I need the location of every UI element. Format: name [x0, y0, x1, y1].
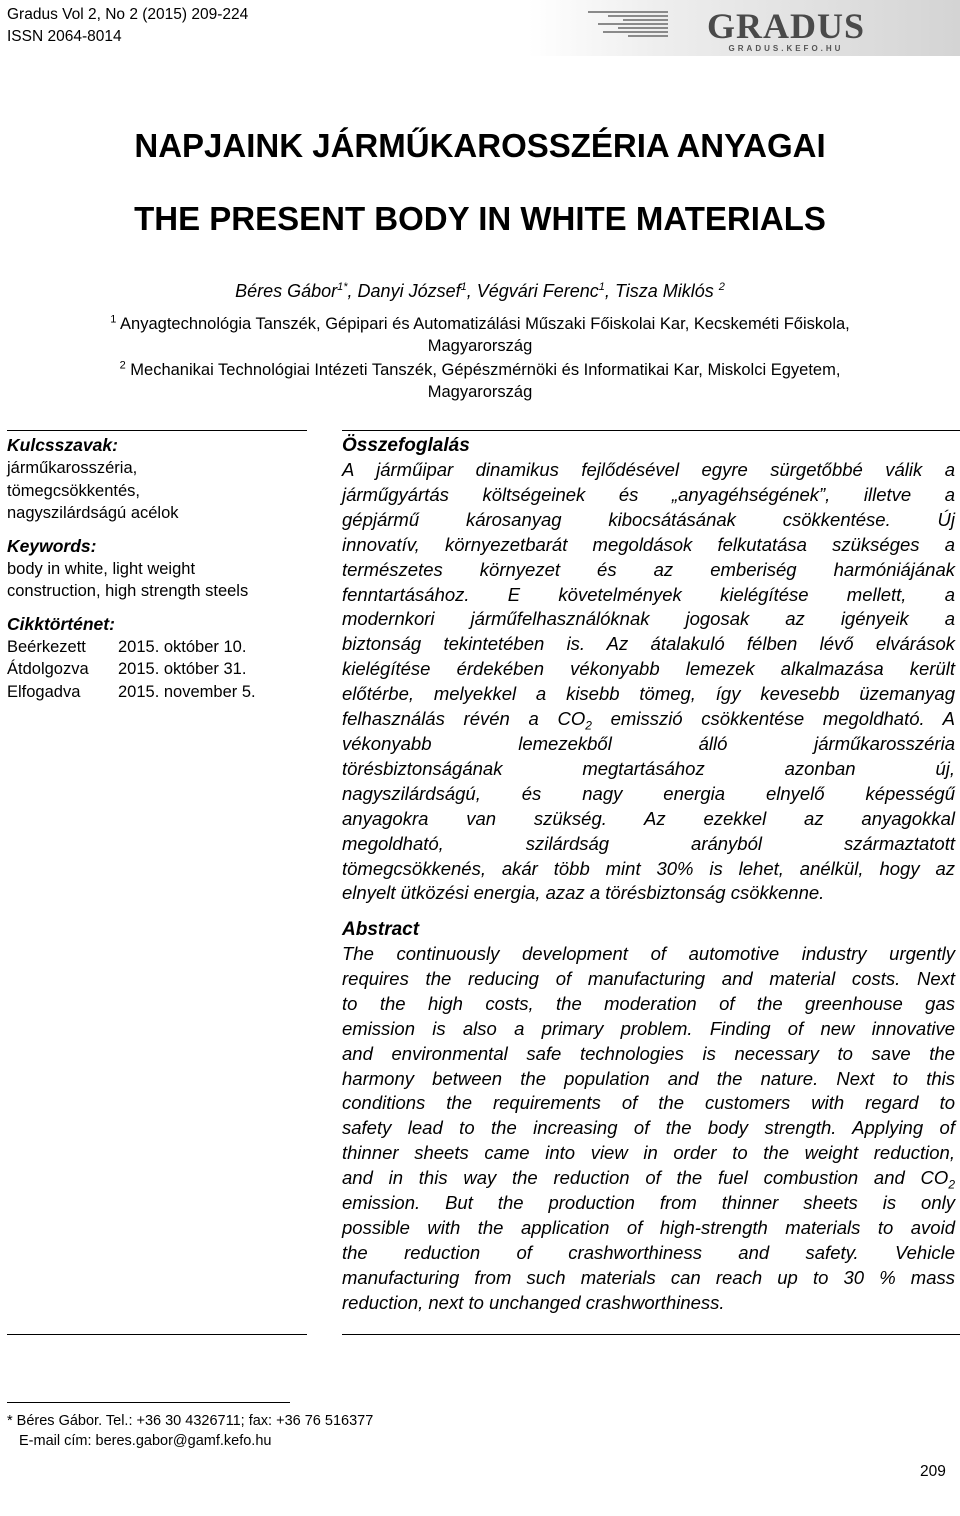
- text-line: kielégítése érdekében vékonyabb lemezek alkalmazása került: [342, 658, 955, 680]
- title-hungarian: NAPJAINK JÁRMŰKAROSSZÉRIA ANYAGAI: [134, 127, 826, 164]
- keyword-hu: járműkarosszéria,: [7, 459, 138, 477]
- main-top-rule: [342, 430, 960, 431]
- page-header: [0, 0, 960, 58]
- affiliation-2-line2: Magyarország: [427, 383, 533, 401]
- text-line: and in this way the reduction of the fuel combustion and $CO_2$: [342, 1167, 955, 1192]
- sidebar-bottom-rule: [7, 1334, 307, 1335]
- text-line: possible with the application of high-strength materials to avoid: [342, 1216, 955, 1238]
- keyword-hu: nagyszilárdságú acélok: [7, 504, 179, 522]
- keyword-en: body in white, light weight: [7, 559, 196, 578]
- gradus-logo: [528, 0, 960, 56]
- title-english: THE PRESENT BODY IN WHITE MATERIALS: [134, 200, 826, 237]
- affiliation-2-line1: $^2$ Mechanikai Technológiai Intézeti Tanszék, Gépészmérnöki és Informatikai Kar, Miskolci Egyetem,: [119, 359, 841, 379]
- author: Danyi József$^1$,: [357, 281, 477, 301]
- text-line: előtérbe, melyekkel a kisebb tömeg, így kevesebb üzemanyag: [342, 683, 955, 705]
- text-line: anyagokra van szükség. Az ezekkel az anyagokkal: [342, 807, 955, 829]
- history-accepted: Elfogadva 2015. november 5.: [7, 682, 256, 701]
- journal-volume: Gradus Vol 2, No 2 (2015) 209-224: [7, 6, 249, 23]
- history-received: Beérkezett 2015. október 10.: [7, 637, 247, 656]
- footnote-email: E-mail cím: beres.gabor@gamf.kefo.hu: [19, 1433, 272, 1449]
- text-line: conditions the requirements of the customers with regard to: [342, 1092, 955, 1114]
- abstract-text: [342, 942, 955, 1316]
- text-line: manufacturing from such materials can reach up to 30 % mass: [342, 1266, 955, 1288]
- text-line: and environmental safe technologies is necessary to save the: [342, 1042, 955, 1064]
- text-line: megoldható, szilárdság arányból származtatott: [342, 832, 955, 854]
- text-line: to the high costs, the moderation of the greenhouse gas: [342, 992, 955, 1014]
- article-info-sidebar: [7, 433, 307, 703]
- footnote-contact: * Béres Gábor. Tel.: +36 30 4326711; fax: +36 76 516377: [7, 1413, 374, 1429]
- history-revised: Átdolgozva 2015. október 31.: [7, 660, 247, 678]
- text-line: természetes környezet és az emberiség harmóniájának: [342, 558, 955, 580]
- journal-info: [7, 4, 248, 48]
- text-line: A járműipar dinamikus fejlődésével egyre sürgetőbbé válik a: [342, 459, 955, 480]
- text-line: emission is also a primary problem. Finding of new innovative: [342, 1017, 955, 1039]
- affiliation-1: [0, 313, 960, 357]
- text-line: törésbiztonságának megtartásához azonban új,: [342, 757, 955, 779]
- author: Tisza Miklós $^2$: [614, 281, 725, 301]
- abstract-section: [342, 917, 955, 1316]
- text-line: járműgyártás költségeinek és „anyagéhségének”, illetve a: [342, 483, 955, 505]
- text-line: modernkori járműfelhasználóknak jogosak az igényeik a: [342, 608, 955, 630]
- text-line: gépjármű károsanyag kibocsátásának csökkentése. Új: [342, 508, 955, 530]
- page-number: 209: [920, 1463, 946, 1480]
- text-line: tömegcsökkenés, akár több mint 30% is lehet, anélkül, hogy az: [342, 857, 955, 879]
- affiliation-2: [0, 359, 960, 403]
- affiliation-1-line2: Magyarország: [427, 337, 533, 355]
- text-line: elnyelt ütközési energia, azaz a törésbiztonság csökkenne.: [342, 882, 825, 904]
- text-line: biztonság tekintetében is. Az átalakuló félben lévő elvárások: [342, 633, 955, 655]
- osszefoglalas-section: [342, 433, 955, 906]
- keywords-heading: Keywords:: [7, 535, 97, 556]
- text-line: requires the reducing of manufacturing and material costs. Next: [342, 967, 955, 989]
- text-line: emission. But the production from thinner sheets is only: [342, 1192, 955, 1214]
- text-line: fenntartásához. E követelmények kielégítése mellett, a: [342, 583, 955, 605]
- logo-wordmark: GRADUS: [706, 6, 866, 46]
- history-heading: Cikktörténet:: [7, 613, 115, 634]
- osszefoglalas-text: [342, 458, 955, 906]
- text-line: nagyszilárdságú, és nagy energia elnyelő képességű: [342, 782, 955, 804]
- text-line: harmony between the population and the nature. Next to this: [342, 1067, 955, 1089]
- text-line: thinner sheets came into view in order to the weight reduction,: [342, 1142, 955, 1164]
- kulcsszavak-heading: Kulcsszavak:: [7, 435, 118, 455]
- footnote-rule: [7, 1402, 290, 1403]
- text-line: safety lead to the increasing of the body strength. Applying of: [342, 1117, 955, 1139]
- corresponding-author-footnote: [7, 1411, 373, 1451]
- text-line: felhasználás révén a $CO_2$ emisszió csökkentése megoldható. A: [342, 708, 955, 733]
- gradus-logo-graphic: [528, 0, 960, 56]
- text-line: innovatív, környezetbarát megoldások felkutatása szükséges a: [342, 533, 955, 555]
- keyword-hu: tömegcsökkentés,: [7, 481, 140, 500]
- main-bottom-rule: [342, 1334, 960, 1335]
- author: Végvári Ferenc$^1$,: [476, 281, 615, 301]
- author: Béres Gábor$^{1*}$,: [235, 281, 358, 301]
- sidebar-top-rule: [7, 430, 307, 431]
- keyword-en: construction, high strength steels: [7, 582, 249, 600]
- text-line: vékonyabb lemezekből álló járműkarosszéria: [342, 732, 955, 754]
- logo-url: GRADUS.KEFO.HU: [728, 44, 844, 53]
- osszefoglalas-heading: Összefoglalás: [342, 435, 470, 456]
- author-list: [0, 278, 960, 304]
- text-line: The continuously development of automotive industry urgently: [342, 943, 955, 964]
- abstract-heading: Abstract: [342, 919, 420, 940]
- text-line: reduction, next to unchanged crashworthiness.: [342, 1291, 725, 1313]
- affiliation-1-line1: $^1$ Anyagtechnológia Tanszék, Gépipari és Automatizálási Műszaki Főiskolai Kar, Kecskeméti Főiskola,: [110, 313, 850, 333]
- text-line: the reduction of crashworthiness and safety. Vehicle: [342, 1241, 955, 1263]
- journal-issn: ISSN 2064-8014: [7, 28, 122, 45]
